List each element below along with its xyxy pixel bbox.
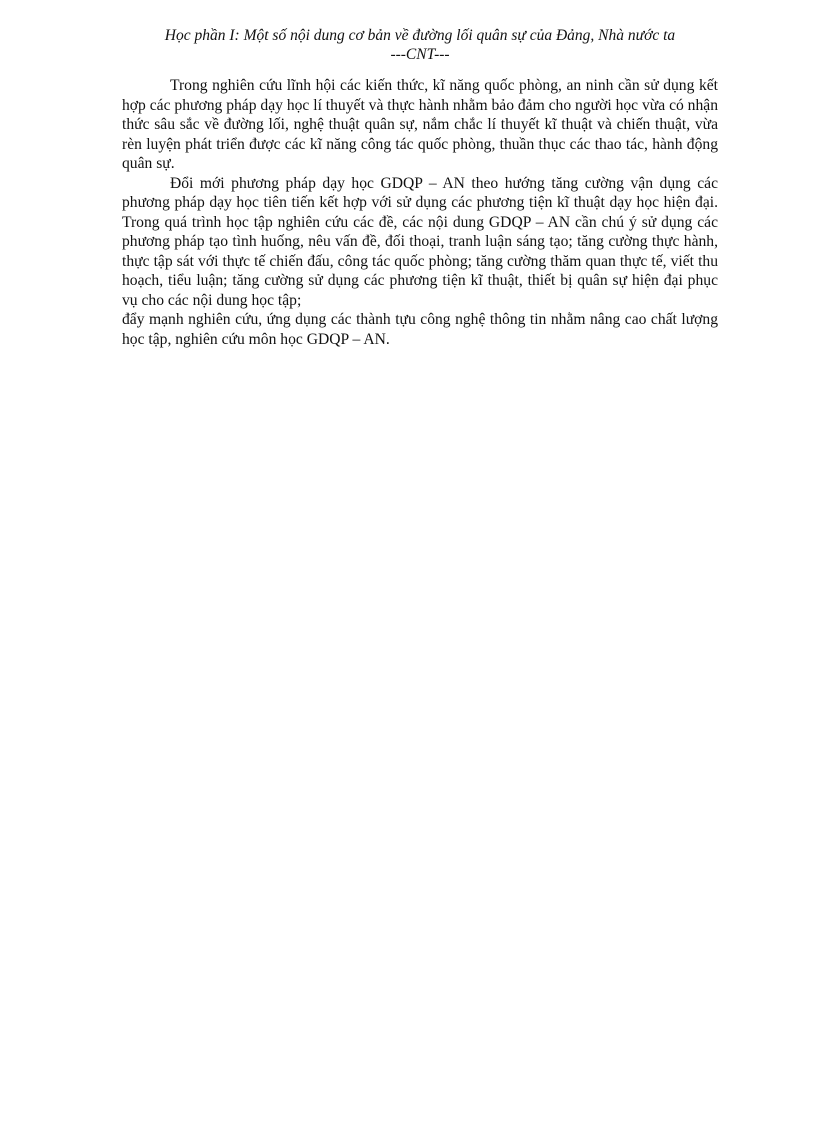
document-body: [122, 76, 718, 349]
paragraph-3: đẩy mạnh nghiên cứu, ứng dụng các thành tựu công nghệ thông tin nhằm nâng cao chất lượng học tập, nghiên cứu môn học GDQP – AN.: [122, 311, 718, 348]
running-header: [0, 26, 816, 64]
header-subtitle: ---CNT---: [390, 46, 450, 63]
header-title: Học phần I: Một số nội dung cơ bản về đường lối quân sự của Đảng, Nhà nước ta: [164, 27, 676, 44]
paragraph-2: Đổi mới phương pháp dạy học GDQP – AN theo hướng tăng cường vận dụng các phương pháp dạy học tiên tiến kết hợp với sử dụng các phương tiện kĩ thuật dạy học hiện đại. Trong quá trình học tập nghiên cứu các đề, các nội dung GDQP – AN cần chú ý sử dụng các phương pháp tạo tình huống, nêu vấn đề, đối thoại, tranh luận sáng tạo; tăng cường thực hành, thực tập sát với thực tế chiến đấu, công tác quốc phòng; tăng cường thăm quan thực tế, viết thu hoạch, tiểu luận; tăng cường sử dụng các phương tiện kĩ thuật, thiết bị quân sự hiện đại phục vụ cho các nội dung học tập;: [122, 174, 718, 309]
paragraph-1: Trong nghiên cứu lĩnh hội các kiến thức, kĩ năng quốc phòng, an ninh cần sử dụng kết hợp các phương pháp dạy học lí thuyết và thực hành nhằm bảo đảm cho người học vừa có nhận thức sâu sắc về đường lối, nghệ thuật quân sự, nắm chắc lí thuyết kĩ thuật và chiến thuật, vừa rèn luyện phát triển được các kĩ năng công tác quốc phòng, thuần thục các thao tác, hành động quân sự.: [122, 77, 718, 172]
